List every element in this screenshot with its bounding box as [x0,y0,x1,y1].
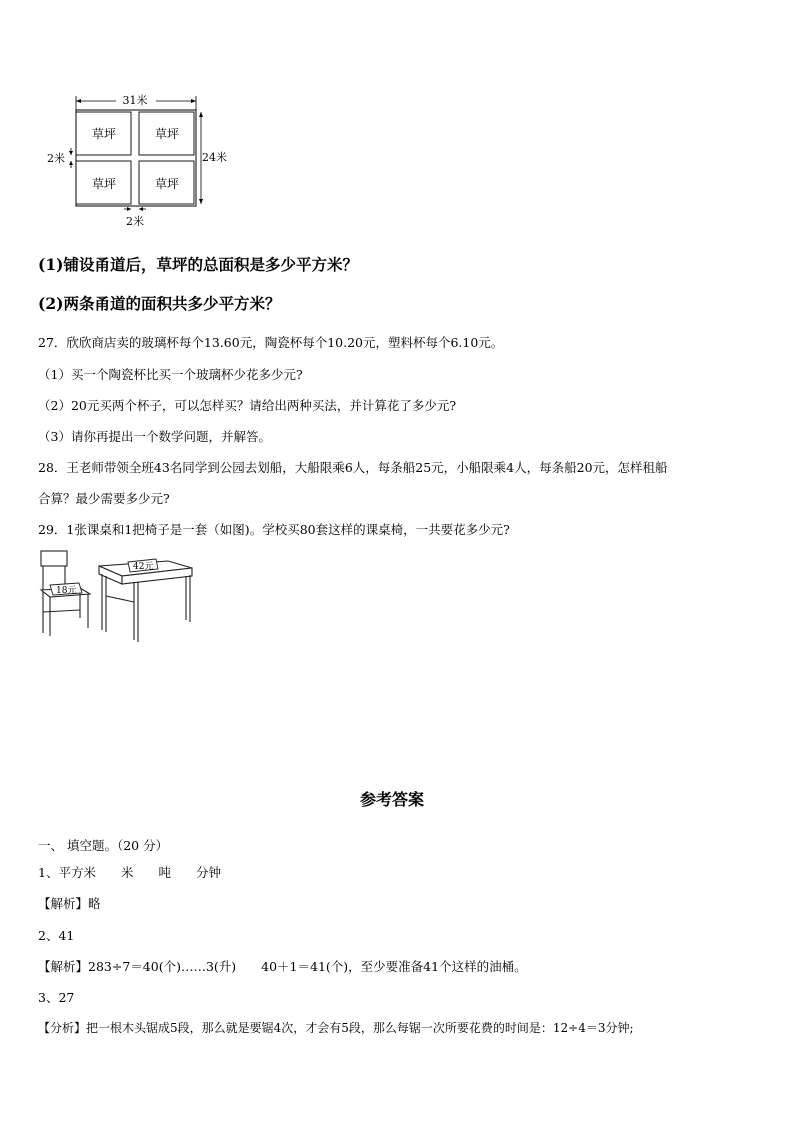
height-label: 24米 [202,151,227,164]
desk-image [99,561,192,642]
q27-sub2: （2）20元买两个杯子，可以怎样买？请给出两种买法，并计算花了多少元? [38,398,457,413]
lawn-diagram [40,88,240,233]
answer-3-note: 【分析】把一根木头锯成5段，那么就是要锯4次，才会有5段，那么每锯一次所要花费的时间是：12÷4＝3分钟; [38,1021,634,1035]
q27-sub3: （3）请你再提出一个数学问题，并解答。 [38,429,271,444]
lawn-label: 草坪 [91,177,117,191]
q27-sub1: （1）买一个陶瓷杯比买一个玻璃杯少花多少元? [38,367,303,382]
field-outline [76,110,196,206]
q26-part2: (2)两条甬道的面积共多少平方米？ [38,294,281,313]
lawn-label: 草坪 [91,127,117,141]
q28-line1: 28．王老师带领全班43名同学到公园去划船，大船限乘6人，每条船25元，小船限乘4人，每条船20元，怎样租船 [38,460,668,475]
width-arrow-right [191,99,196,103]
road-h-label: 2米 [47,152,65,165]
lawn-label: 草坪 [154,177,180,191]
answer-1-note: 【解析】略 [38,896,101,911]
answer-3: 3、27 [38,990,75,1005]
q26-part1: (1)铺设甬道后，草坪的总面积是多少平方米？ [38,255,358,274]
q29-text: 29．1张课桌和1把椅子是一套（如图)。学校买80套这样的课桌椅，一共要花多少元? [38,522,510,537]
chair-desk-illustration [36,548,196,643]
q28-line2: 合算？最少需要多少元? [38,491,170,506]
width-label: 31米 [122,94,148,107]
answer-1: 1、平方米 米 吨 分钟 [38,865,221,880]
answers-section1: 一、 填空题。（20 分） [38,838,169,853]
answers-title: 参考答案 [360,790,425,809]
answer-2-note: 【解析】283÷7＝40(个)……3(升) 40＋1＝41(个)，至少要准备41个这样的油桶。 [38,959,527,974]
width-arrow-left [76,99,81,103]
road-v-label: 2米 [126,215,144,228]
lawn-label: 草坪 [154,127,180,141]
chair-price: 18元 [56,586,77,596]
desk-price: 42元 [133,562,154,572]
q27-stem: 27．欣欣商店卖的玻璃杯每个13.60元，陶瓷杯每个10.20元，塑料杯每个6.10元。 [38,335,504,350]
answer-2: 2、41 [38,928,75,943]
